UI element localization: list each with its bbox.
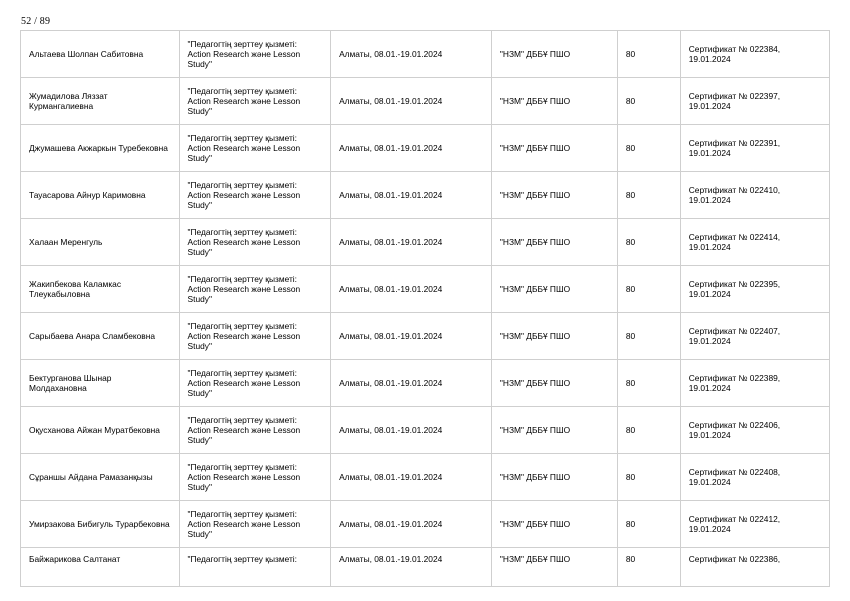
person-name-cell: Жакипбекова Каламкас Тлеукабыловна [21, 266, 180, 313]
hours-cell: 80 [617, 501, 680, 548]
certificate-cell: Сертификат № 022412, 19.01.2024 [680, 501, 829, 548]
certificate-cell: Сертификат № 022391, 19.01.2024 [680, 125, 829, 172]
certificate-cell: Сертификат № 022407, 19.01.2024 [680, 313, 829, 360]
course-title-cell: "Педагогтің зерттеу қызметі: Action Research және Lesson Study" [179, 78, 331, 125]
hours-cell: 80 [617, 78, 680, 125]
certificate-cell: Сертификат № 022389, 19.01.2024 [680, 360, 829, 407]
course-title-cell: "Педагогтің зерттеу қызметі: [179, 548, 331, 587]
course-title-cell: "Педагогтің зерттеу қызметі: Action Research және Lesson Study" [179, 360, 331, 407]
course-title-cell: "Педагогтің зерттеу қызметі: Action Research және Lesson Study" [179, 172, 331, 219]
table-row [21, 501, 830, 548]
table-row [21, 31, 830, 78]
course-title-cell: "Педагогтің зерттеу қызметі: Action Research және Lesson Study" [179, 31, 331, 78]
table-row [21, 266, 830, 313]
person-name-cell: Сұраншы Айдана Рамазанқызы [21, 454, 180, 501]
hours-cell: 80 [617, 360, 680, 407]
place-date-cell: Алматы, 08.01.-19.01.2024 [331, 219, 492, 266]
course-title-cell: "Педагогтің зерттеу қызметі: Action Research және Lesson Study" [179, 407, 331, 454]
person-name-cell: Джумашева Акжаркын Туребековна [21, 125, 180, 172]
organization-cell: "НЗМ" ДББҰ ПШО [491, 266, 617, 313]
course-title-cell: "Педагогтің зерттеу қызметі: Action Research және Lesson Study" [179, 454, 331, 501]
organization-cell: "НЗМ" ДББҰ ПШО [491, 125, 617, 172]
person-name-cell: Оқусханова Айжан Муратбековна [21, 407, 180, 454]
person-name-cell: Тауасарова Айнур Каримовна [21, 172, 180, 219]
table-row [21, 125, 830, 172]
place-date-cell: Алматы, 08.01.-19.01.2024 [331, 313, 492, 360]
place-date-cell: Алматы, 08.01.-19.01.2024 [331, 78, 492, 125]
course-title-cell: "Педагогтің зерттеу қызметі: Action Research және Lesson Study" [179, 125, 331, 172]
course-title-cell: "Педагогтің зерттеу қызметі: Action Research және Lesson Study" [179, 313, 331, 360]
hours-cell: 80 [617, 313, 680, 360]
place-date-cell: Алматы, 08.01.-19.01.2024 [331, 31, 492, 78]
certificate-cell: Сертификат № 022414, 19.01.2024 [680, 219, 829, 266]
place-date-cell: Алматы, 08.01.-19.01.2024 [331, 172, 492, 219]
organization-cell: "НЗМ" ДББҰ ПШО [491, 407, 617, 454]
hours-cell: 80 [617, 266, 680, 313]
place-date-cell: Алматы, 08.01.-19.01.2024 [331, 407, 492, 454]
table-row [21, 313, 830, 360]
organization-cell: "НЗМ" ДББҰ ПШО [491, 31, 617, 78]
hours-cell: 80 [617, 548, 680, 587]
certificate-cell: Сертификат № 022395, 19.01.2024 [680, 266, 829, 313]
certificate-cell: Сертификат № 022384, 19.01.2024 [680, 31, 829, 78]
person-name-cell: Сарыбаева Анара Сламбековна [21, 313, 180, 360]
person-name-cell: Жумадилова Ляззат Курмангалиевна [21, 78, 180, 125]
certificate-cell: Сертификат № 022406, 19.01.2024 [680, 407, 829, 454]
place-date-cell: Алматы, 08.01.-19.01.2024 [331, 125, 492, 172]
hours-cell: 80 [617, 125, 680, 172]
table-row [21, 78, 830, 125]
person-name-cell: Умирзакова Бибигуль Турарбековна [21, 501, 180, 548]
course-title-cell: "Педагогтің зерттеу қызметі: Action Research және Lesson Study" [179, 501, 331, 548]
certificate-cell: Сертификат № 022410, 19.01.2024 [680, 172, 829, 219]
course-title-cell: "Педагогтің зерттеу қызметі: Action Research және Lesson Study" [179, 219, 331, 266]
organization-cell: "НЗМ" ДББҰ ПШО [491, 360, 617, 407]
person-name-cell: Байжарикова Салтанат [21, 548, 180, 587]
place-date-cell: Алматы, 08.01.-19.01.2024 [331, 501, 492, 548]
table-row [21, 407, 830, 454]
place-date-cell: Алматы, 08.01.-19.01.2024 [331, 548, 492, 587]
certificate-cell: Сертификат № 022408, 19.01.2024 [680, 454, 829, 501]
page-number: 52 / 89 [21, 16, 51, 27]
organization-cell: "НЗМ" ДББҰ ПШО [491, 313, 617, 360]
organization-cell: "НЗМ" ДББҰ ПШО [491, 78, 617, 125]
certificate-table [20, 30, 830, 587]
organization-cell: "НЗМ" ДББҰ ПШО [491, 172, 617, 219]
hours-cell: 80 [617, 407, 680, 454]
table-row [21, 360, 830, 407]
hours-cell: 80 [617, 31, 680, 78]
certificate-cell: Сертификат № 022386, [680, 548, 829, 587]
table-row [21, 172, 830, 219]
hours-cell: 80 [617, 454, 680, 501]
organization-cell: "НЗМ" ДББҰ ПШО [491, 454, 617, 501]
place-date-cell: Алматы, 08.01.-19.01.2024 [331, 454, 492, 501]
place-date-cell: Алматы, 08.01.-19.01.2024 [331, 266, 492, 313]
table-row [21, 454, 830, 501]
person-name-cell: Бектурганова Шынар Молдахановна [21, 360, 180, 407]
person-name-cell: Халаан Меренгуль [21, 219, 180, 266]
table-row [21, 548, 830, 587]
certificate-cell: Сертификат № 022397, 19.01.2024 [680, 78, 829, 125]
organization-cell: "НЗМ" ДББҰ ПШО [491, 501, 617, 548]
table-body [21, 31, 830, 587]
table-row [21, 219, 830, 266]
hours-cell: 80 [617, 219, 680, 266]
organization-cell: "НЗМ" ДББҰ ПШО [491, 548, 617, 587]
person-name-cell: Альтаева Шолпан Сабитовна [21, 31, 180, 78]
hours-cell: 80 [617, 172, 680, 219]
organization-cell: "НЗМ" ДББҰ ПШО [491, 219, 617, 266]
course-title-cell: "Педагогтің зерттеу қызметі: Action Research және Lesson Study" [179, 266, 331, 313]
place-date-cell: Алматы, 08.01.-19.01.2024 [331, 360, 492, 407]
